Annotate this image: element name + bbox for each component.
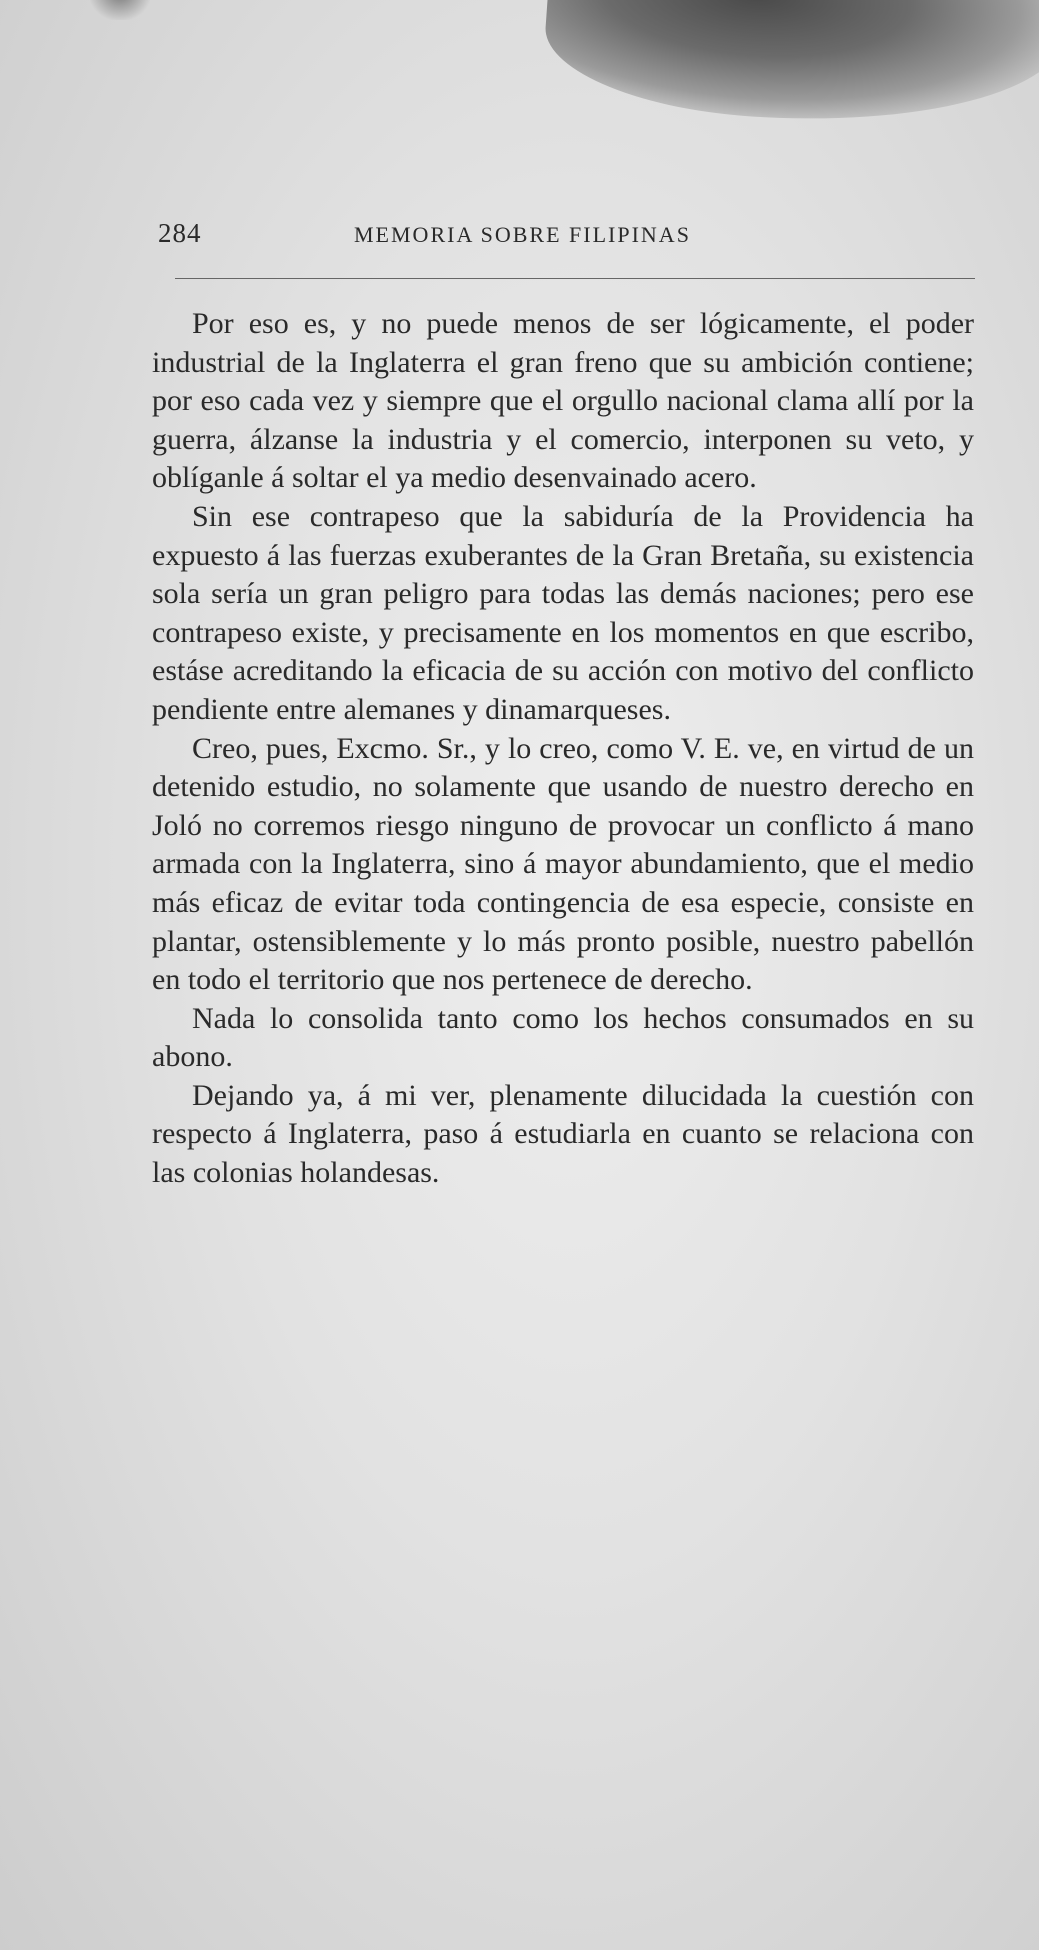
paragraph: Por eso es, y no puede menos de ser lógicamente, el poder industrial de la Inglaterra el gran freno que su ambición contiene; por eso cada vez y siempre que el orgullo nacional clama allí por la guerra, álzanse la industria y el comercio, interponen su veto, y oblíganle á soltar el ya medio desenvainado acero. bbox=[152, 307, 974, 495]
header-title: MEMORIA SOBRE FILIPINAS bbox=[354, 222, 691, 247]
running-header bbox=[158, 218, 973, 258]
body-text bbox=[152, 305, 974, 1193]
paragraph: Nada lo consolida tanto como los hechos consumados en su abono. bbox=[152, 1001, 974, 1074]
paragraph: Dejando ya, á mi ver, plenamente dilucidada la cuestión con respecto á Inglaterra, paso á estudiarla en cuanto se relaciona con las colonias holandesas. bbox=[152, 1078, 974, 1190]
paper-damage-small bbox=[90, 0, 150, 20]
paragraph: Sin ese contrapeso que la sabiduría de la Providencia ha expuesto á las fuerzas exuberantes de la Gran Bretaña, su existencia sola sería un gran peligro para todas las demás naciones; pero ese contrapeso existe, y precisamente en los momentos en que escribo, estáse acreditando la eficacia de su acción con motivo del conflicto pendiente entre alemanes y dinamarqueses. bbox=[152, 499, 974, 726]
paper-damage bbox=[540, 0, 1039, 138]
header-rule bbox=[175, 278, 975, 279]
page-number: 284 bbox=[158, 218, 202, 248]
paragraph: Creo, pues, Excmo. Sr., y lo creo, como V. E. ve, en virtud de un detenido estudio, no solamente que usando de nuestro derecho en Joló no corremos riesgo ninguno de provocar un conflicto á mano armada con la Inglaterra, sino á mayor abundamiento, que el medio más eficaz de evitar toda contingencia de esa especie, consiste en plantar, ostensiblemente y lo más pronto posible, nuestro pabellón en todo el territorio que nos pertenece de derecho. bbox=[152, 731, 974, 997]
